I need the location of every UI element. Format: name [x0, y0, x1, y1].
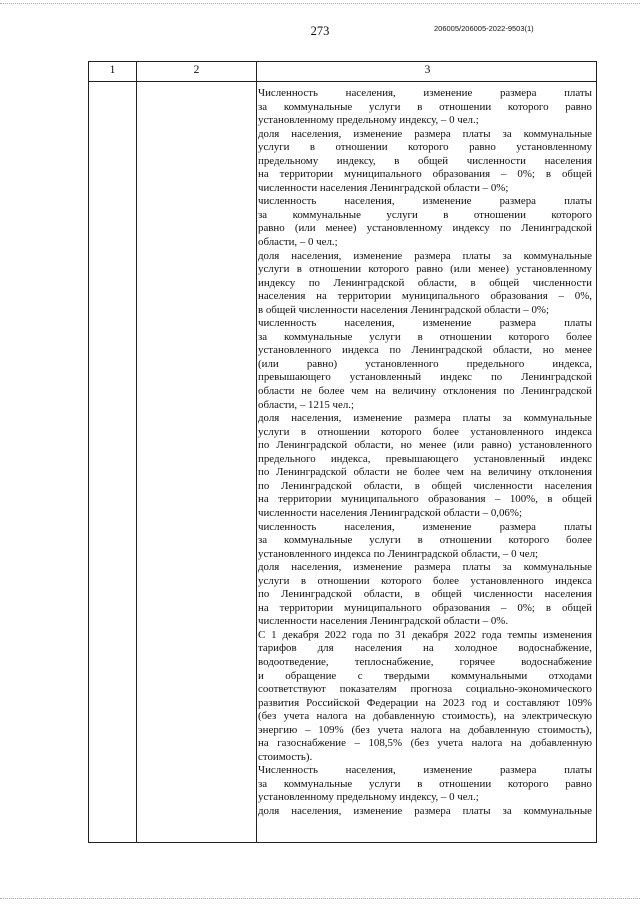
text-line: доля населения, изменение размера платы за коммунальные — [258, 804, 592, 817]
text-line: предельного индекса, превышающего установленный индекс — [258, 452, 592, 465]
text-line: населения на территории муниципального образования – 0%, — [258, 290, 592, 303]
text-line: на территории муниципального образования – 0%; в общей — [258, 168, 592, 181]
text-line: по Ленинградской области, в общей численности населения — [258, 479, 592, 492]
text-line: численности населения Ленинградской области – 0%; — [258, 181, 509, 194]
text-line: равно (или менее) установленному индексу по Ленинградской — [258, 222, 592, 235]
text-line: установленному предельному индексу, – 0 чел.; — [258, 791, 479, 804]
text-line: в общей численности населения Ленинградской области – 0%; — [258, 303, 549, 316]
text-line: (без учета налога на добавленную стоимость), на электрическую — [258, 710, 592, 723]
text-line: за коммунальные услуги в отношении которого равно — [258, 777, 592, 790]
text-line: С 1 декабря 2022 года по 31 декабря 2022 года темпы изменения — [258, 628, 592, 641]
text-line: Численность населения, изменение размера платы — [258, 764, 592, 777]
text-line: доля населения, изменение размера платы за коммунальные — [258, 249, 592, 262]
text-line: численность населения, изменение размера платы — [258, 317, 592, 330]
text-line: и обращение с твердыми коммунальными отходами — [258, 669, 592, 682]
bottom-scan-edge — [0, 898, 640, 899]
text-line: численность населения, изменение размера платы — [258, 520, 592, 533]
header-row-divider — [89, 81, 596, 82]
table-cell-text — [258, 87, 592, 819]
text-line: по Ленинградской области не более чем на величину отклонения — [258, 466, 592, 479]
text-line: области не более чем на величину отклонения по Ленинградской — [258, 385, 592, 398]
column-divider-1 — [136, 62, 137, 842]
text-line: численность населения, изменение размера платы — [258, 195, 592, 208]
page-number: 273 — [310, 24, 330, 38]
text-line: индексу по Ленинградской области, в общей численности — [258, 276, 592, 289]
text-line: услуги в отношении которого равно установленному — [258, 141, 592, 154]
text-line: (или равно) установленного предельного индекса, — [258, 357, 592, 370]
text-line: водоотведение, теплоснабжение, горячее водоснабжение — [258, 655, 592, 668]
column-header-3: 3 — [424, 64, 431, 76]
text-line: превышающего установленный индекс по Ленинградской — [258, 371, 592, 384]
text-line: тарифов для населения на холодное водоснабжение, — [258, 642, 592, 655]
text-line: за коммунальные услуги в отношении которого — [258, 208, 592, 221]
text-line: области, – 1215 чел.; — [258, 398, 355, 411]
text-line: установленного индекса по Ленинградской области, – 0 чел; — [258, 547, 539, 560]
text-line: за коммунальные услуги в отношении которого более — [258, 330, 592, 343]
document-id: 206005/206005-2022-9503(1) — [434, 24, 534, 33]
column-header-2: 2 — [193, 64, 200, 76]
text-line: доля населения, изменение размера платы за коммунальные — [258, 127, 592, 140]
text-line: на территории муниципального образования – 100%, в общей — [258, 493, 592, 506]
text-line: на газоснабжение – 108,5% (без учета налога на добавленную — [258, 737, 592, 750]
text-line: Численность населения, изменение размера платы — [258, 87, 592, 99]
text-line: предельному индексу, в общей численности населения — [258, 154, 592, 167]
text-line: на территории муниципального образования – 0%; в общей — [258, 601, 592, 614]
text-line: услуги в отношении которого равно (или менее) установленному — [258, 263, 592, 276]
text-line: услуги в отношении которого более установленного индекса — [258, 425, 592, 438]
text-line: доля населения, изменение размера платы за коммунальные — [258, 412, 592, 425]
text-line: соответствуют показателям прогноза социально-экономического — [258, 683, 592, 696]
text-line: установленного индекса по Ленинградской области, но менее — [258, 344, 592, 357]
text-line: области, – 0 чел.; — [258, 236, 338, 249]
text-line: услуги в отношении которого более установленного индекса — [258, 574, 592, 587]
text-line: стоимость). — [258, 750, 313, 763]
column-divider-2 — [256, 62, 257, 842]
text-line: за коммунальные услуги в отношении которого равно — [258, 100, 592, 113]
text-line: установленному предельному индексу, – 0 чел.; — [258, 114, 479, 127]
text-line: по Ленинградской области, в общей численности населения — [258, 588, 592, 601]
text-line: по Ленинградской области, но менее (или равно) установленного — [258, 439, 592, 452]
text-line: энергию – 109% (без учета налога на добавленную стоимость), — [258, 723, 592, 736]
text-line: доля населения, изменение размера платы за коммунальные — [258, 561, 592, 574]
top-scan-edge — [0, 3, 640, 4]
text-line: за коммунальные услуги в отношении которого более — [258, 534, 592, 547]
text-line: численности населения Ленинградской области – 0,06%; — [258, 506, 522, 519]
column-header-1: 1 — [109, 64, 116, 76]
text-line: развития Российской Федерации на 2023 год и составляют 109% — [258, 696, 592, 709]
text-line: численности населения Ленинградской области – 0%. — [258, 615, 509, 628]
